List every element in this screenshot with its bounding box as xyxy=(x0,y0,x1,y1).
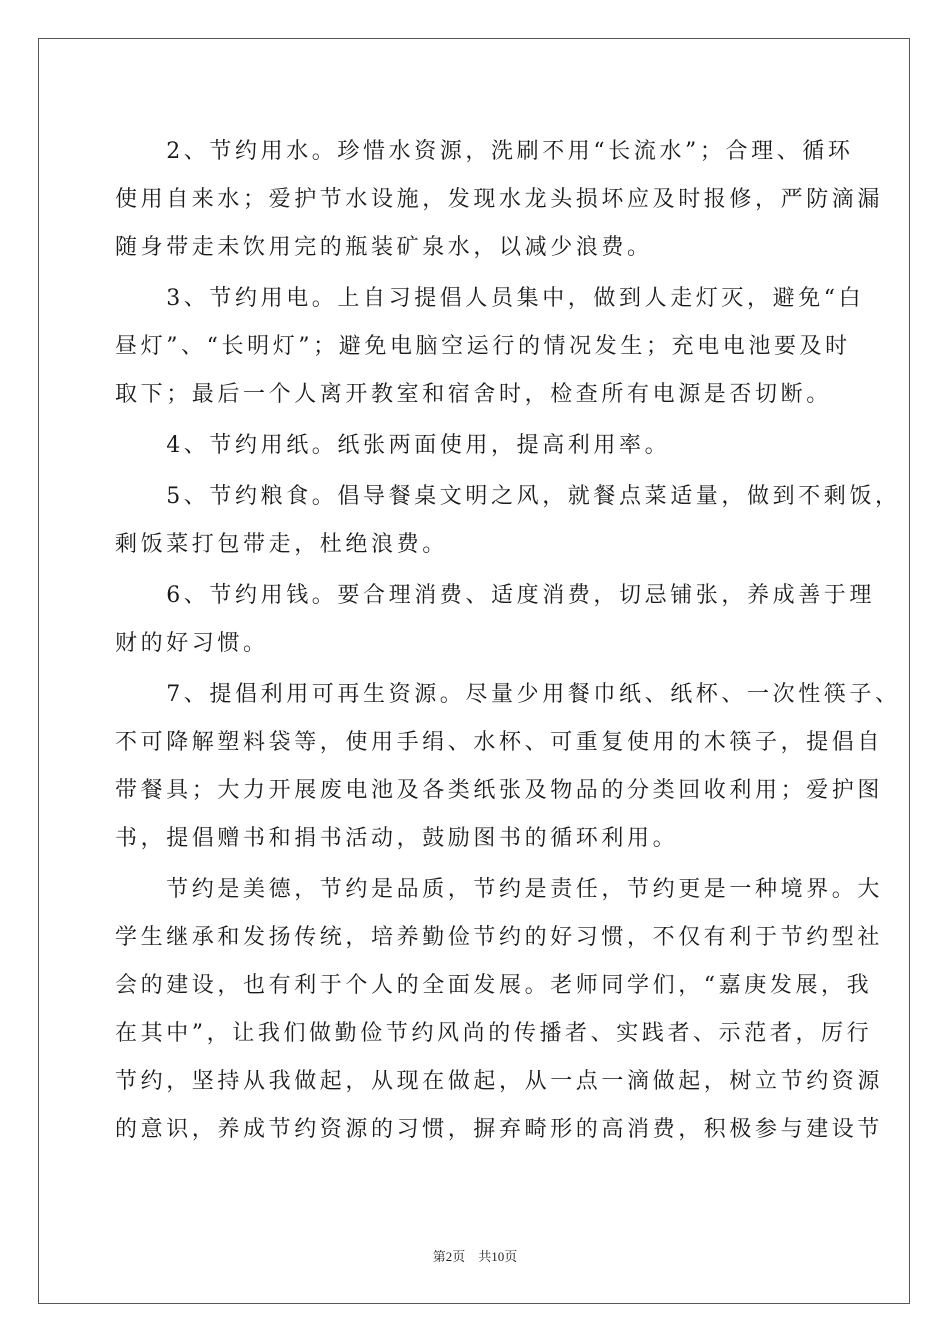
text-line: 的意识，养成节约资源的习惯，摒弃畸形的高消费，积极参与建设节 xyxy=(115,1117,884,1142)
text-line: 7、提倡利用可再生资源。尽量少用餐巾纸、纸杯、一次性筷子、 xyxy=(115,682,901,707)
text-line: 昼灯”、“长明灯”；避免电脑空运行的情况发生；充电电池要及时 xyxy=(115,334,851,359)
document-body xyxy=(115,128,901,1154)
text-line: 4、节约用纸。纸张两面使用，提高利用率。 xyxy=(115,433,671,458)
text-line: 5、节约粮食。倡导餐桌文明之风，就餐点菜适量，做到不剩饭， xyxy=(115,484,901,509)
text-line: 3、节约用电。上自习提倡人员集中，做到人走灯灭，避免“白 xyxy=(115,286,865,311)
text-line: 书，提倡赠书和捐书活动，鼓励图书的循环利用。 xyxy=(115,826,679,851)
text-line: 不可降解塑料袋等，使用手绢、水杯、可重复使用的木筷子，提倡自 xyxy=(115,730,884,755)
text-line: 会的建设，也有利于个人的全面发展。老师同学们，“嘉庚发展，我 xyxy=(115,973,873,998)
text-line: 节约，坚持从我做起，从现在做起，从一点一滴做起，树立节约资源 xyxy=(115,1069,884,1094)
text-line: 6、节约用钱。要合理消费、适度消费，切忌铺张，养成善于理 xyxy=(115,583,875,608)
text-line: 在其中”，让我们做勤俭节约风尚的传播者、实践者、示范者，厉行 xyxy=(115,1021,873,1046)
text-line: 随身带走未饮用完的瓶装矿泉水，以减少浪费。 xyxy=(115,235,653,260)
text-line: 学生继承和发扬传统，培养勤俭节约的好习惯，不仅有利于节约型社 xyxy=(115,925,884,950)
page-number: 第2页 xyxy=(432,1249,466,1264)
text-line: 2、节约用水。珍惜水资源，洗刷不用“长流水”；合理、循环 xyxy=(115,139,854,164)
text-line: 使用自来水；爱护节水设施，发现水龙头损坏应及时报修，严防滴漏 xyxy=(115,187,884,212)
text-line: 带餐具；大力开展废电池及各类纸张及物品的分类回收利用；爱护图 xyxy=(115,778,884,803)
text-line: 节约是美德，节约是品质，节约是责任，节约更是一种境界。大 xyxy=(115,877,884,902)
page-footer xyxy=(0,1246,950,1265)
text-line: 取下；最后一个人离开教室和宿舍时，检查所有电源是否切断。 xyxy=(115,382,832,407)
text-line: 财的好习惯。 xyxy=(115,631,269,656)
page-total: 共10页 xyxy=(478,1249,518,1264)
text-line: 剩饭菜打包带走，杜绝浪费。 xyxy=(115,532,448,557)
